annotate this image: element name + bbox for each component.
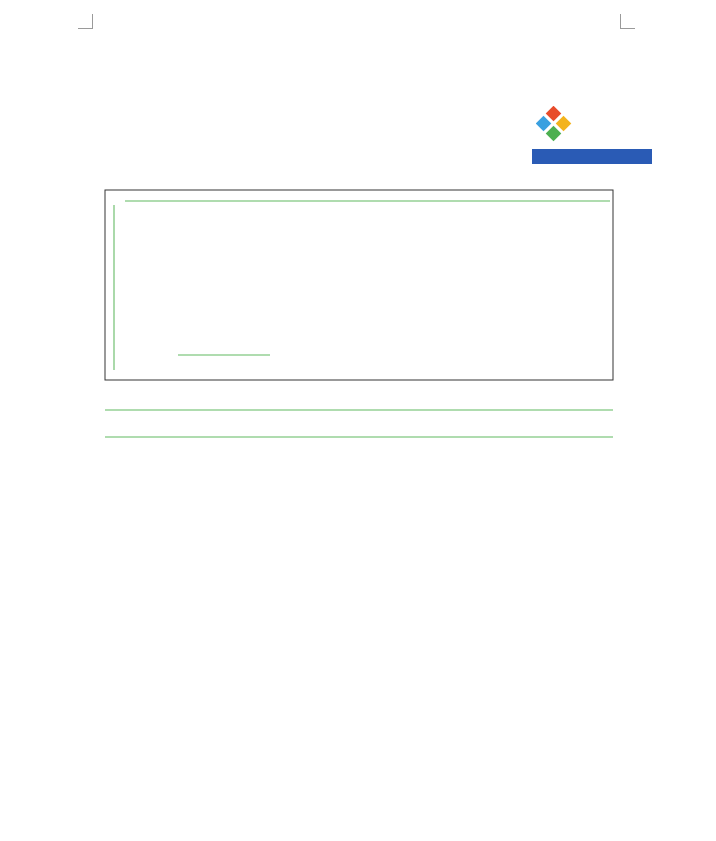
zhulong-watermark (530, 100, 655, 168)
page-corner-mark-right (620, 14, 635, 29)
formwork-support-diagram (100, 185, 620, 447)
watermark-banner (532, 149, 652, 164)
zhulong-logo-icon (536, 106, 572, 146)
page-corner-mark-left (78, 14, 93, 29)
figure-caption (0, 466, 716, 482)
figure-border (105, 190, 613, 380)
